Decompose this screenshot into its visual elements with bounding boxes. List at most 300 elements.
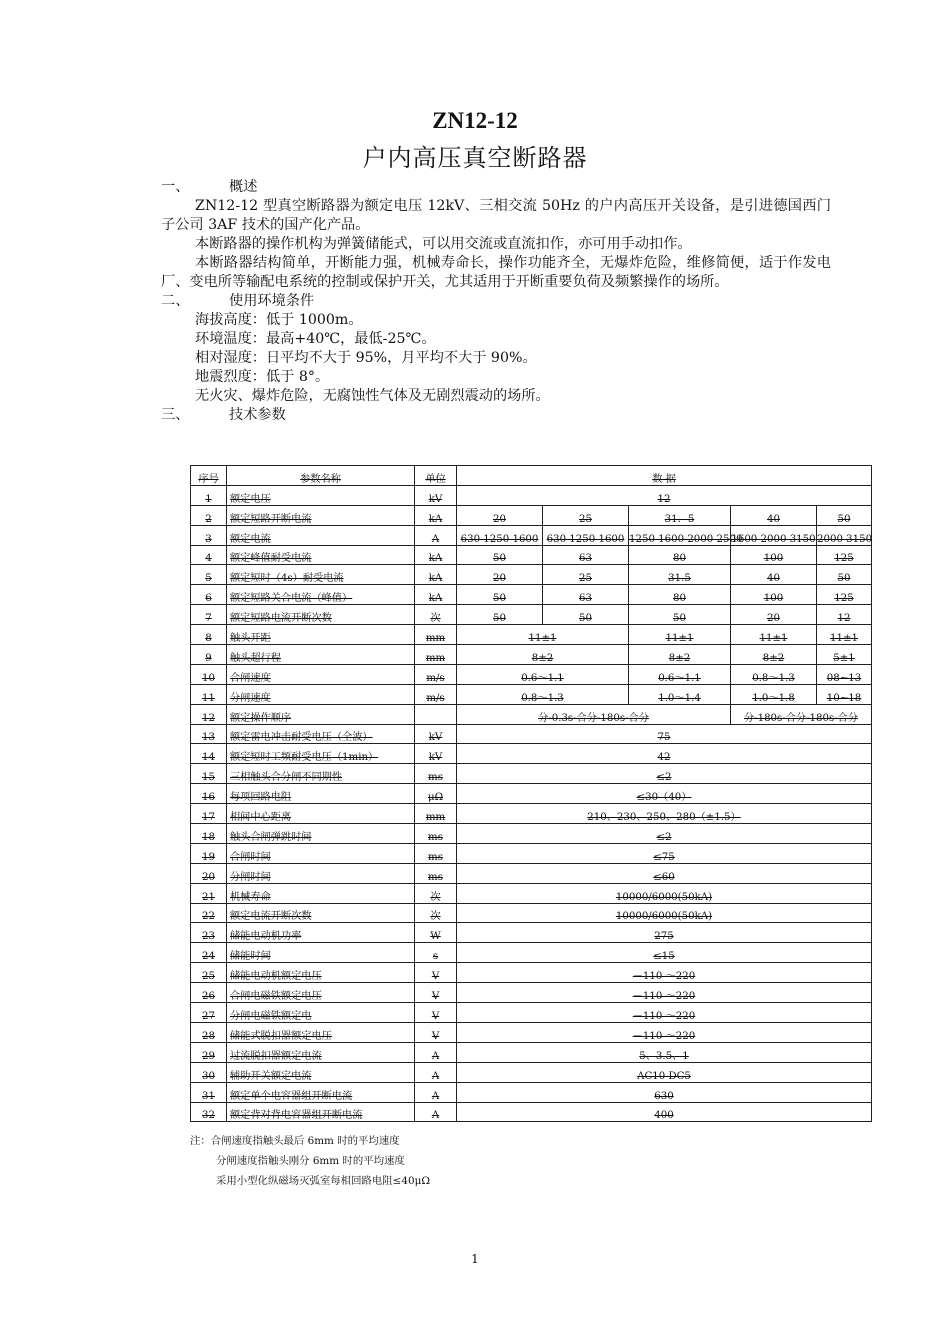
cell-text: 63 xyxy=(579,593,592,605)
section-title: 概述 xyxy=(229,179,258,195)
cell-text: 触头超行程 xyxy=(230,652,281,664)
value-cell xyxy=(817,505,872,525)
row-number-cell xyxy=(191,545,227,565)
parameter-name-cell xyxy=(227,744,415,764)
value-cell xyxy=(543,505,629,525)
section-number: 一、 xyxy=(161,179,190,195)
table-row xyxy=(191,485,872,505)
value-cell xyxy=(629,605,731,625)
value-cell xyxy=(457,585,543,605)
cell-text: 储能时间 xyxy=(230,951,271,963)
environment-humidity: 相对湿度：日平均不大于 95%，月平均不大于 90%。 xyxy=(195,350,537,366)
value-cell xyxy=(629,545,731,565)
cell-text: kA xyxy=(428,593,443,605)
cell-text: 3 xyxy=(205,533,212,545)
parameter-name-cell xyxy=(227,923,415,943)
unit-cell xyxy=(415,645,457,665)
cell-text: 12 xyxy=(837,613,851,625)
unit-cell xyxy=(415,585,457,605)
cell-text: 11 xyxy=(202,692,215,704)
section-heading-environment xyxy=(161,292,831,311)
parameter-name-cell xyxy=(227,863,415,883)
cell-text: 31.5 xyxy=(668,573,691,585)
value-cell xyxy=(457,724,872,744)
table-row xyxy=(191,525,872,545)
section-heading-parameters xyxy=(161,406,831,425)
cell-text: V xyxy=(431,971,440,983)
cell-text: 21 xyxy=(202,891,215,903)
cell-text: 63 xyxy=(579,553,592,565)
cell-text: 13 xyxy=(202,732,215,744)
cell-text: 32 xyxy=(202,1110,215,1122)
cell-text: 630 1250 1600 xyxy=(546,533,625,545)
value-cell xyxy=(817,585,872,605)
cell-text: V xyxy=(431,1030,440,1042)
cell-text: 单位 xyxy=(425,473,446,485)
parameter-name-cell xyxy=(227,605,415,625)
document-body xyxy=(161,178,831,425)
unit-cell xyxy=(415,843,457,863)
unit-cell xyxy=(415,804,457,824)
cell-text: 11±1 xyxy=(665,633,694,645)
unit-cell xyxy=(415,824,457,844)
cell-text: 10000/6000(50kA) xyxy=(615,891,713,903)
value-cell xyxy=(457,684,629,704)
cell-text: m/s xyxy=(426,692,445,704)
value-cell xyxy=(817,645,872,665)
cell-text: 1.0～1.4 xyxy=(658,692,701,704)
cell-text: 4 xyxy=(205,553,212,565)
table-row xyxy=(191,625,872,645)
cell-text: 20 xyxy=(202,871,215,883)
value-cell xyxy=(731,505,817,525)
cell-text: W xyxy=(430,931,441,943)
cell-text: ms xyxy=(428,871,443,883)
value-cell xyxy=(457,545,543,565)
cell-text: 40 xyxy=(767,513,780,525)
value-cell xyxy=(731,605,817,625)
table-row xyxy=(191,724,872,744)
value-cell xyxy=(457,843,872,863)
note-circuit-resistance: 采用小型化纵磁场灭弧室每相回路电阻≤40μΩ xyxy=(216,1175,430,1187)
value-cell xyxy=(457,625,629,645)
cell-text: 1.0～1.8 xyxy=(752,692,795,704)
cell-text: 10 xyxy=(202,672,215,684)
cell-text: 次 xyxy=(430,911,441,923)
cell-text: 数 据 xyxy=(652,473,676,485)
cell-text: －110 ～220 xyxy=(632,1030,696,1042)
cell-text: kA xyxy=(428,573,443,585)
header-cell-name xyxy=(227,466,415,486)
table-row xyxy=(191,1003,872,1023)
cell-text: 分闸时间 xyxy=(230,871,271,883)
cell-text: mm xyxy=(425,633,446,645)
cell-text: 23 xyxy=(202,931,215,943)
cell-text: A xyxy=(431,1090,440,1102)
cell-text: 50 xyxy=(493,613,506,625)
row-number-cell xyxy=(191,525,227,545)
note-closing-speed: 注：合闸速度指触头最后 6mm 时的平均速度 xyxy=(190,1135,400,1147)
cell-text: 2000 3150 xyxy=(817,533,873,545)
row-number-cell xyxy=(191,605,227,625)
value-cell xyxy=(817,625,872,645)
cell-text: 8±2 xyxy=(531,652,554,664)
row-number-cell xyxy=(191,784,227,804)
cell-text: 28 xyxy=(202,1030,215,1042)
row-number-cell xyxy=(191,485,227,505)
cell-text: 5 xyxy=(205,573,212,585)
cell-text: 29 xyxy=(202,1050,215,1062)
value-cell xyxy=(817,684,872,704)
value-cell xyxy=(817,545,872,565)
cell-text: 12 xyxy=(202,712,215,724)
cell-text: 额定短路电流开断次数 xyxy=(230,613,332,625)
unit-cell xyxy=(415,883,457,903)
cell-text: 0.8～1.3 xyxy=(521,692,564,704)
table-row xyxy=(191,664,872,684)
value-cell xyxy=(457,525,543,545)
cell-text: 42 xyxy=(657,752,671,764)
cell-text: ≤30（40） xyxy=(636,792,692,804)
header-cell-data xyxy=(457,466,872,486)
cell-text: 额定电压 xyxy=(230,493,271,505)
parameter-name-cell xyxy=(227,585,415,605)
table-row xyxy=(191,684,872,704)
row-number-cell xyxy=(191,804,227,824)
cell-text: 25 xyxy=(579,513,592,525)
cell-text: 1600 2000 3150 xyxy=(731,533,816,545)
cell-text: 50 xyxy=(837,513,851,525)
value-cell xyxy=(457,485,872,505)
cell-text: A xyxy=(431,1070,440,1082)
cell-text: A xyxy=(431,1110,440,1122)
parameter-name-cell xyxy=(227,684,415,704)
value-cell xyxy=(543,605,629,625)
parameter-name-cell xyxy=(227,664,415,684)
row-number-cell xyxy=(191,843,227,863)
unit-cell xyxy=(415,863,457,883)
section-heading-overview xyxy=(161,178,831,197)
parameter-name-cell xyxy=(227,1022,415,1042)
value-cell xyxy=(629,525,743,545)
parameter-name-cell xyxy=(227,843,415,863)
value-cell xyxy=(817,565,872,585)
cell-text: ≤2 xyxy=(656,772,672,784)
cell-text: 630 1250 1600 xyxy=(460,533,539,545)
unit-cell xyxy=(415,943,457,963)
value-cell xyxy=(543,525,629,545)
cell-text: ms xyxy=(428,831,443,843)
cell-text: 2 xyxy=(205,513,212,525)
unit-cell xyxy=(415,764,457,784)
value-cell xyxy=(817,664,872,684)
cell-text: kV xyxy=(428,752,443,764)
cell-text: 额定单个电容器组开断电流 xyxy=(230,1090,353,1102)
cell-text: 275 xyxy=(654,931,674,943)
cell-text: 125 xyxy=(834,553,854,565)
value-cell xyxy=(629,585,731,605)
value-cell xyxy=(457,883,872,903)
cell-text: 11±1 xyxy=(528,633,557,645)
table-row xyxy=(191,1082,872,1102)
parameter-name-cell xyxy=(227,1062,415,1082)
value-cell xyxy=(817,605,872,625)
unit-cell xyxy=(415,704,457,724)
value-cell xyxy=(457,784,872,804)
cell-text: mm xyxy=(425,652,446,664)
cell-text: A xyxy=(431,533,440,545)
cell-text: 50 xyxy=(493,593,506,605)
row-number-cell xyxy=(191,565,227,585)
value-cell xyxy=(731,565,817,585)
cell-text: 125 xyxy=(834,593,854,605)
row-number-cell xyxy=(191,505,227,525)
value-cell xyxy=(817,525,872,545)
parameter-name-cell xyxy=(227,1102,415,1122)
parameter-name-cell xyxy=(227,625,415,645)
cell-text: 630 xyxy=(654,1090,674,1102)
value-cell xyxy=(457,664,629,684)
cell-text: 储能电动机额定电压 xyxy=(230,971,322,983)
cell-text: 40 xyxy=(767,573,780,585)
row-number-cell xyxy=(191,585,227,605)
section-title: 使用环境条件 xyxy=(229,293,315,309)
cell-text: 25 xyxy=(202,971,215,983)
row-number-cell xyxy=(191,744,227,764)
row-number-cell xyxy=(191,1082,227,1102)
table-row xyxy=(191,963,872,983)
parameter-name-cell xyxy=(227,983,415,1003)
cell-text: V xyxy=(431,1010,440,1022)
value-cell xyxy=(457,505,543,525)
value-cell xyxy=(457,804,872,824)
cell-text: －110 ～220 xyxy=(632,971,696,983)
unit-cell xyxy=(415,1042,457,1062)
unit-cell xyxy=(415,1102,457,1122)
row-number-cell xyxy=(191,664,227,684)
cell-text: 8±2 xyxy=(668,652,691,664)
document-subtitle: 户内高压真空断路器 xyxy=(362,144,588,172)
parameter-name-cell xyxy=(227,943,415,963)
row-number-cell xyxy=(191,1062,227,1082)
cell-text: 1 xyxy=(205,493,212,505)
cell-text: 6 xyxy=(205,593,212,605)
cell-text: 额定短路关合电流（峰值） xyxy=(230,593,353,605)
cell-text: 合闸时间 xyxy=(230,851,271,863)
parameter-name-cell xyxy=(227,485,415,505)
cell-text: 100 xyxy=(763,553,784,565)
cell-text: 5±1 xyxy=(833,652,855,664)
cell-text: 分-180s-合分-180s-合分 xyxy=(743,712,859,724)
cell-text: 分-0.3s-合分-180s-合分 xyxy=(538,712,649,724)
cell-text: 20 xyxy=(493,573,506,585)
value-cell xyxy=(457,903,872,923)
table-row xyxy=(191,1022,872,1042)
unit-cell xyxy=(415,1062,457,1082)
parameter-name-cell xyxy=(227,903,415,923)
parameter-name-cell xyxy=(227,963,415,983)
technical-parameters-table xyxy=(190,465,872,1122)
cell-text: 额定背对背电容器组开断电流 xyxy=(230,1110,363,1122)
table-row xyxy=(191,565,872,585)
unit-cell xyxy=(415,923,457,943)
cell-text: 机械寿命 xyxy=(230,891,271,903)
table-row xyxy=(191,804,872,824)
value-cell xyxy=(457,565,543,585)
table-row xyxy=(191,645,872,665)
value-cell xyxy=(629,664,731,684)
table-row xyxy=(191,863,872,883)
table-notes xyxy=(190,1131,430,1191)
value-cell xyxy=(457,983,872,1003)
parameter-name-cell xyxy=(227,1082,415,1102)
cell-text: 24 xyxy=(202,951,215,963)
unit-cell xyxy=(415,525,457,545)
cell-text: 分闸电磁铁额定电 xyxy=(230,1010,312,1022)
cell-text: 次 xyxy=(430,613,441,625)
table-row xyxy=(191,943,872,963)
cell-text: kV xyxy=(428,493,443,505)
unit-cell xyxy=(415,664,457,684)
row-number-cell xyxy=(191,724,227,744)
cell-text: 额定电流 xyxy=(230,533,271,545)
cell-text: 08~13 xyxy=(826,672,862,684)
unit-cell xyxy=(415,983,457,1003)
cell-text: 22 xyxy=(202,911,215,923)
cell-text: A xyxy=(431,1050,440,1062)
row-number-cell xyxy=(191,1042,227,1062)
cell-text: ≤2 xyxy=(656,831,672,843)
cell-text: 18 xyxy=(202,831,215,843)
cell-text: 额定短路开断电流 xyxy=(230,513,312,525)
row-number-cell xyxy=(191,943,227,963)
cell-text: 50 xyxy=(493,553,506,565)
table-row xyxy=(191,824,872,844)
unit-cell xyxy=(415,625,457,645)
value-cell xyxy=(457,1042,872,1062)
note-opening-speed: 分闸速度指触头刚分 6mm 时的平均速度 xyxy=(216,1155,405,1167)
parameter-name-cell xyxy=(227,525,415,545)
cell-text: μΩ xyxy=(427,792,444,804)
table-row xyxy=(191,883,872,903)
value-cell xyxy=(457,923,872,943)
cell-text: s xyxy=(432,951,439,963)
table-row xyxy=(191,784,872,804)
value-cell xyxy=(629,645,731,665)
cell-text: 分闸速度 xyxy=(230,692,271,704)
cell-text: 15 xyxy=(202,772,215,784)
cell-text: 27 xyxy=(202,1010,215,1022)
row-number-cell xyxy=(191,863,227,883)
cell-text: 26 xyxy=(202,991,215,1003)
unit-cell xyxy=(415,485,457,505)
overview-paragraph-2: 本断路器的操作机构为弹簧储能式，可以用交流或直流扣作，亦可用手动扣作。 xyxy=(195,236,692,252)
cell-text: 触头开距 xyxy=(230,633,271,645)
cell-text: 参数名称 xyxy=(300,473,341,485)
cell-text: AC10 DC5 xyxy=(637,1070,691,1082)
cell-text: 合闸速度 xyxy=(230,672,271,684)
value-cell xyxy=(457,605,543,625)
cell-text: 5、3.5、1 xyxy=(639,1050,689,1062)
value-cell xyxy=(457,1082,872,1102)
value-cell xyxy=(457,764,872,784)
cell-text: 额定短时（4s）耐受电流 xyxy=(230,573,344,585)
value-cell xyxy=(457,963,872,983)
cell-text: ms xyxy=(428,772,443,784)
value-cell xyxy=(543,565,629,585)
cell-text: 80 xyxy=(673,593,686,605)
parameter-name-cell xyxy=(227,645,415,665)
cell-text: 8 xyxy=(205,633,212,645)
table-row xyxy=(191,843,872,863)
value-cell xyxy=(731,625,817,645)
value-cell xyxy=(731,585,817,605)
cell-text: ≤15 xyxy=(653,951,675,963)
header-cell-no xyxy=(191,466,227,486)
cell-text: 10000/6000(50kA) xyxy=(615,911,713,923)
value-cell xyxy=(731,684,817,704)
table-row xyxy=(191,545,872,565)
value-cell xyxy=(629,625,731,645)
overview-paragraph-1: ZN12-12 型真空断路器为额定电压 12kV、三相交流 50Hz 的户内高压开关设备，是引进德国西门子公司 3AF 技术的国产化产品。 xyxy=(161,198,831,233)
parameter-name-cell xyxy=(227,784,415,804)
row-number-cell xyxy=(191,625,227,645)
parameter-name-cell xyxy=(227,804,415,824)
parameter-name-cell xyxy=(227,704,415,724)
cell-text: 100 xyxy=(763,593,784,605)
parameter-name-cell xyxy=(227,824,415,844)
unit-cell xyxy=(415,784,457,804)
section-title: 技术参数 xyxy=(229,407,286,423)
value-cell xyxy=(457,1062,872,1082)
value-cell xyxy=(543,545,629,565)
cell-text: 17 xyxy=(202,812,215,824)
table-row xyxy=(191,923,872,943)
environment-seismic: 地震烈度：低于 8°。 xyxy=(195,369,330,385)
table-row xyxy=(191,704,872,724)
table-header-row xyxy=(191,466,872,486)
cell-text: 400 xyxy=(654,1110,674,1122)
value-cell xyxy=(629,684,731,704)
unit-cell xyxy=(415,565,457,585)
cell-text: －110 ～220 xyxy=(632,1010,696,1022)
unit-cell xyxy=(415,684,457,704)
cell-text: 19 xyxy=(202,851,215,863)
cell-text: 75 xyxy=(657,732,671,744)
cell-text: 储能式脱扣器额定电压 xyxy=(230,1030,332,1042)
overview-paragraph-3: 本断路器结构简单，开断能力强，机械寿命长，操作功能齐全，无爆炸危险，维修简便，适于作发电厂、变电所等输配电系统的控制或保护开关，尤其适用于开断重要负荷及频繁操作的场所。 xyxy=(161,255,831,290)
cell-text: 辅助开关额定电流 xyxy=(230,1070,312,1082)
value-cell xyxy=(457,704,731,724)
cell-text: 0.6～1.1 xyxy=(658,672,701,684)
cell-text: 31 xyxy=(202,1090,215,1102)
cell-text: m/s xyxy=(426,672,445,684)
cell-text: 额定操作顺序 xyxy=(230,712,292,724)
cell-text: 额定短时工频耐受电压（1min） xyxy=(230,752,379,764)
cell-text: ≤75 xyxy=(653,851,675,863)
cell-text: 10~18 xyxy=(826,692,862,704)
unit-cell xyxy=(415,903,457,923)
cell-text: 0.8～1.3 xyxy=(752,672,795,684)
section-number: 二、 xyxy=(161,293,190,309)
table-row xyxy=(191,744,872,764)
parameter-name-cell xyxy=(227,724,415,744)
unit-cell xyxy=(415,744,457,764)
row-number-cell xyxy=(191,645,227,665)
row-number-cell xyxy=(191,883,227,903)
table-row xyxy=(191,1102,872,1122)
cell-text: 12 xyxy=(657,493,671,505)
